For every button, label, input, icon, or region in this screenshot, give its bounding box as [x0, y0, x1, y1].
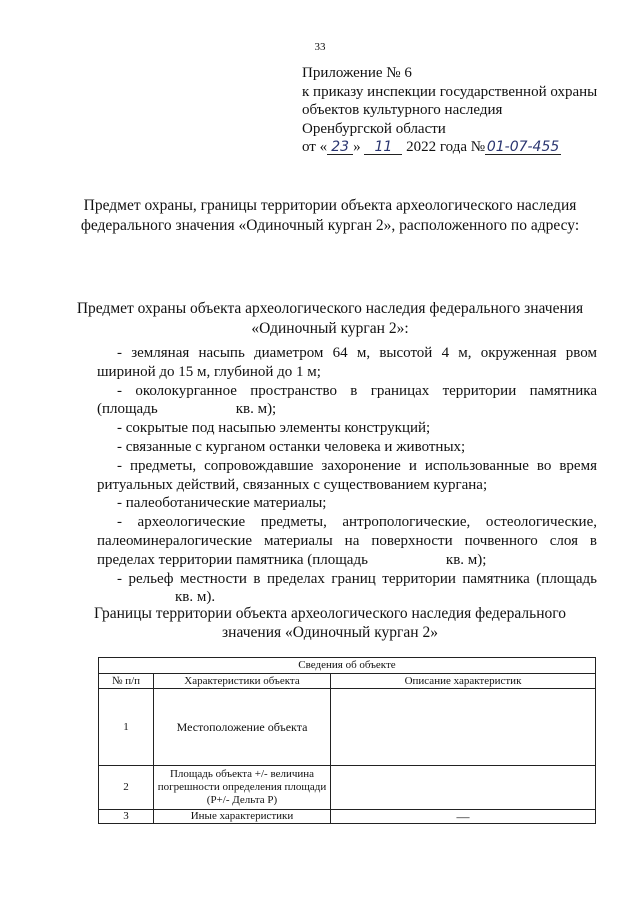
- appendix-block: [302, 64, 597, 157]
- protection-heading-line-2: «Одиночный курган 2»:: [251, 320, 409, 337]
- protection-heading-line-1: Предмет охраны объекта археологического наследия федерального значения: [76, 300, 584, 317]
- list-item: - сокрытые под насыпью элементы конструкций;: [117, 420, 431, 437]
- table-cell-num: 2: [99, 766, 154, 810]
- appendix-date-line: [302, 138, 597, 157]
- list-item: - связанные с курганом останки человека и животных;: [117, 438, 466, 455]
- appendix-order-ref: к приказу инспекции государственной охраны: [302, 83, 598, 100]
- subject-line-2: федерального значения «Одиночный курган 2», расположенного по адресу:: [80, 217, 580, 234]
- table-cell-num: 1: [99, 689, 154, 766]
- subject-line-1: Предмет охраны, границы территории объекта археологического наследия: [83, 197, 577, 214]
- date-year-no: 2022 года №: [406, 139, 486, 155]
- table-cell-label: Площадь объекта +/- величина погрешности определения площади (P+/- Дельта P): [154, 766, 331, 810]
- table-cell-value: [331, 689, 596, 766]
- table-header-description: Описание характеристик: [331, 674, 596, 689]
- boundaries-heading-line-2: значения «Одиночный курган 2»: [222, 624, 438, 641]
- table-cell-num: 3: [99, 810, 154, 824]
- table-cell-label: Иные характеристики: [154, 810, 331, 824]
- list-item: - археологические предметы, антропологические, остеологические, палеоминералогические материалы на поверхности почвенного слоя в пределах территории памятника (площадь кв. м);: [97, 514, 597, 568]
- date-quote: »: [353, 139, 361, 155]
- table-cell-value: [331, 766, 596, 810]
- object-info-table: [98, 657, 596, 824]
- table-row: [99, 810, 596, 824]
- protection-heading: [60, 299, 600, 339]
- list-item: - земляная насыпь диаметром 64 м, высотой 4 м, окруженная рвом шириной до 15 м, глубиной до 1 м;: [97, 345, 597, 380]
- subject-heading: [60, 196, 600, 236]
- appendix-title: Приложение № 6: [302, 65, 412, 81]
- table-cell-value: —: [331, 810, 596, 824]
- table-header-num: № п/п: [99, 674, 154, 689]
- table-row: [99, 766, 596, 810]
- date-month: 11: [364, 140, 402, 155]
- protection-items: [97, 344, 597, 607]
- list-item: - околокурганное пространство в границах территории памятника (площадь кв. м);: [97, 382, 597, 418]
- table-header-characteristic: Характеристики объекта: [154, 674, 331, 689]
- date-day: 23: [327, 140, 353, 155]
- list-item: - предметы, сопровождавшие захоронение и использованные во время ритуальных действий, связанных с существованием кургана;: [97, 457, 597, 493]
- page-number: 33: [314, 41, 326, 53]
- order-number: 01-07-455: [486, 139, 560, 155]
- list-item: - рельеф местности в пределах границ территории памятника (площадькв. м).: [117, 570, 597, 606]
- appendix-region: Оренбургской области: [302, 120, 446, 137]
- appendix-org: объектов культурного наследия: [302, 102, 503, 118]
- boundaries-heading: [60, 604, 600, 642]
- table-row: [99, 689, 596, 766]
- list-item: - палеоботанические материалы;: [117, 495, 327, 512]
- table-caption: Сведения об объекте: [99, 658, 596, 674]
- table-cell-label: Местоположение объекта: [154, 689, 331, 766]
- boundaries-heading-line-1: Границы территории объекта археологического наследия федерального: [93, 605, 567, 622]
- date-prefix: от «: [302, 139, 328, 155]
